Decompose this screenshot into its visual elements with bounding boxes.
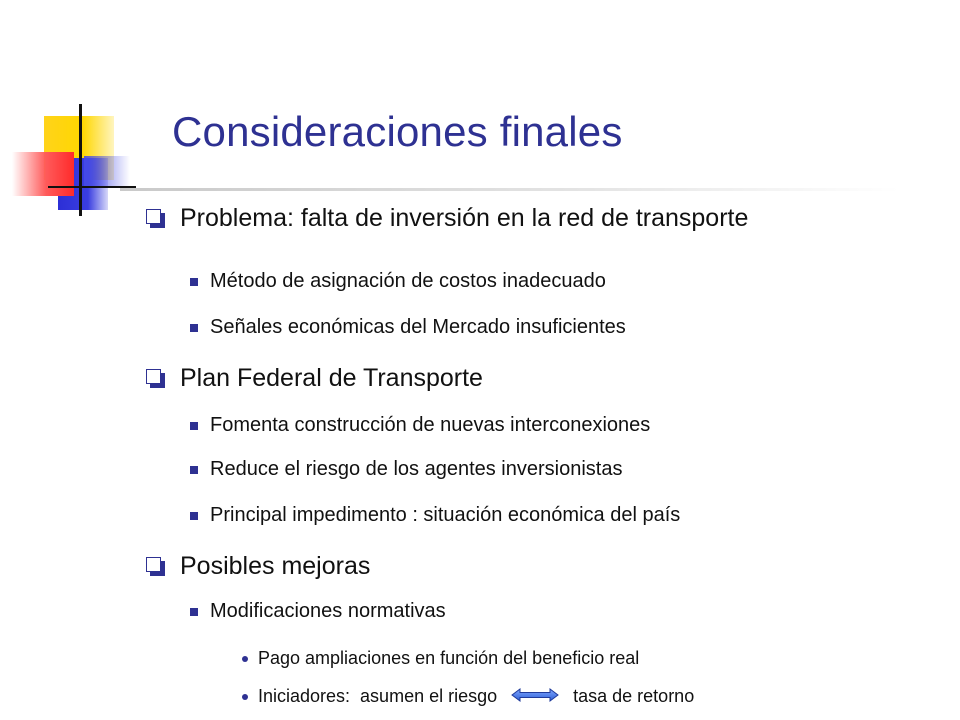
sub-list-item-text: Pago ampliaciones en función del beneficio real <box>258 648 640 668</box>
dot-bullet-icon <box>242 694 248 700</box>
section-heading-text: Problema: falta de inversión en la red de transporte <box>180 204 749 232</box>
decorative-logo <box>0 0 140 220</box>
list-item <box>190 316 626 339</box>
arrow-item-left-text: Iniciadores: asumen el riesgo <box>258 686 498 706</box>
double-arrow-icon <box>511 686 559 707</box>
list-item <box>190 600 446 623</box>
dot-bullet-icon <box>242 656 248 662</box>
list-item-text: Principal impedimento : situación económica del país <box>210 504 681 526</box>
square-bullet-icon <box>190 422 198 430</box>
section-heading-problema <box>146 204 748 233</box>
section-heading-plan <box>146 364 483 393</box>
logo-red-square <box>12 152 74 196</box>
list-item <box>190 504 680 527</box>
list-item <box>190 414 650 437</box>
arrow-item-right-text: tasa de retorno <box>573 686 695 706</box>
logo-vertical-line <box>79 104 82 216</box>
sub-list-item-arrow <box>242 686 694 707</box>
sub-list-item <box>242 648 639 669</box>
square-bullet-icon <box>190 466 198 474</box>
list-item-text: Método de asignación de costos inadecuado <box>210 270 606 292</box>
list-item <box>190 458 622 481</box>
section-heading-text: Posibles mejoras <box>180 552 371 580</box>
title-underline <box>120 188 900 191</box>
square-bullet-icon <box>190 512 198 520</box>
section-heading-mejoras <box>146 552 370 581</box>
checkbox-bullet-icon <box>146 369 166 389</box>
square-bullet-icon <box>190 278 198 286</box>
list-item-text: Reduce el riesgo de los agentes inversionistas <box>210 458 623 480</box>
logo-blue-fade <box>84 156 130 186</box>
checkbox-bullet-icon <box>146 209 166 229</box>
list-item-text: Señales económicas del Mercado insuficientes <box>210 316 626 338</box>
square-bullet-icon <box>190 608 198 616</box>
list-item-text: Fomenta construcción de nuevas interconexiones <box>210 414 651 436</box>
slide-title: Consideraciones finales <box>172 108 623 155</box>
section-heading-text: Plan Federal de Transporte <box>180 364 483 392</box>
list-item-text: Modificaciones normativas <box>210 600 446 622</box>
list-item <box>190 270 606 293</box>
square-bullet-icon <box>190 324 198 332</box>
checkbox-bullet-icon <box>146 557 166 577</box>
